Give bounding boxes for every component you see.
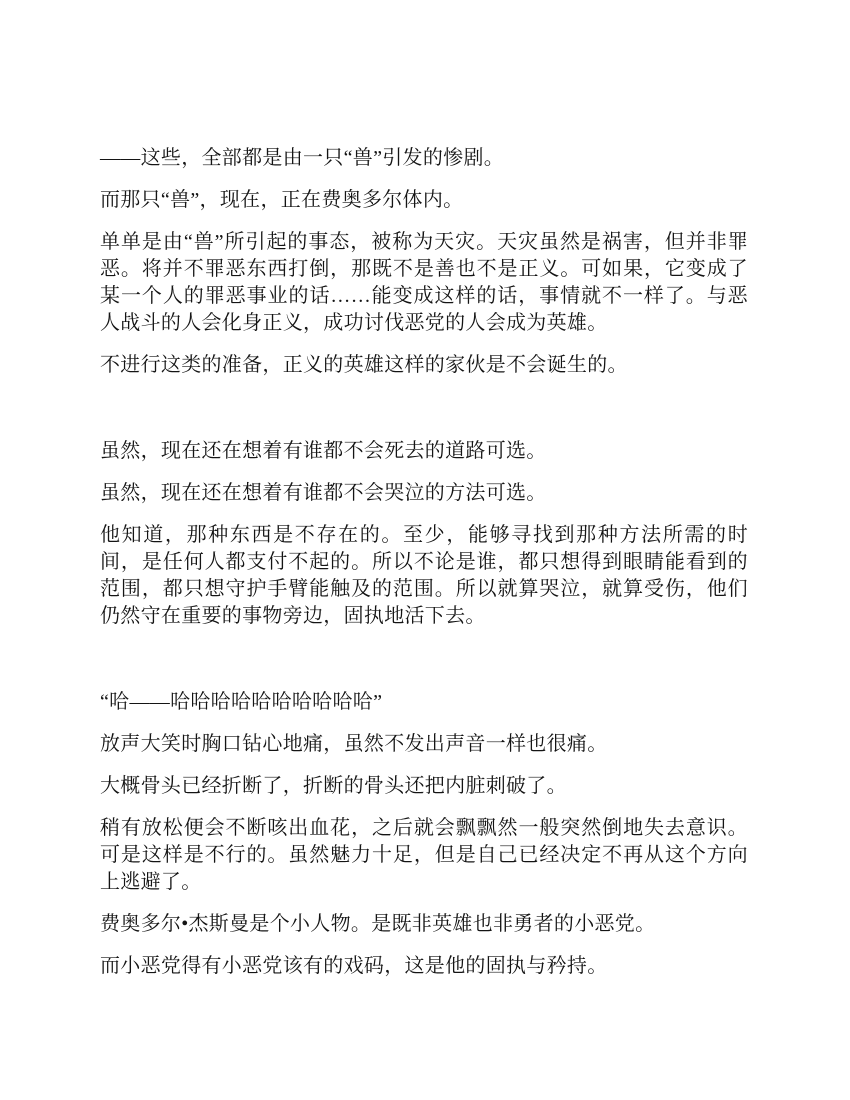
section-gap [100, 394, 748, 438]
paragraph: 单单是由“兽”所引起的事态，被称为天灾。天灾虽然是祸害，但并非罪恶。将并不罪恶东西打倒，那既不是善也不是正义。可如果，它变成了某一个人的罪恶事业的话……能变成这样的话，事情就不一样了。与恶人战斗的人会化身正义，成功讨伐恶党的人会成为英雄。 [100, 231, 748, 334]
text-column [100, 145, 748, 995]
section-gap [100, 645, 748, 689]
paragraph: 虽然，现在还在想着有谁都不会死去的道路可选。 [100, 440, 547, 462]
paragraph: 他知道，那种东西是不存在的。至少，能够寻找到那种方法所需的时间，是任何人都支付不起的。所以不论是谁，都只想得到眼睛能看到的范围，都只想守护手臂能触及的范围。所以就算哭泣，就算受伤，他们仍然守在重要的事物旁边，固执地活下去。 [100, 524, 748, 627]
paragraph: 虽然，现在还在想着有谁都不会哭泣的方法可选。 [100, 482, 547, 504]
paragraph: 稍有放松便会不断咳出血花，之后就会飘飘然一般突然倒地失去意识。可是这样是不行的。虽然魅力十足，但是自己已经决定不再从这个方向上逃避了。 [100, 817, 748, 893]
paragraph: ——这些，全部都是由一只“兽”引发的惨剧。 [100, 147, 505, 169]
paragraph: 而小恶党得有小恶党该有的戏码，这是他的固执与矜持。 [100, 955, 608, 977]
paragraph: 大概骨头已经折断了，折断的骨头还把内脏刺破了。 [100, 775, 567, 797]
paragraph: 不进行这类的准备，正义的英雄这样的家伙是不会诞生的。 [100, 354, 628, 376]
paragraph: 放声大笑时胸口钻心地痛，虽然不发出声音一样也很痛。 [100, 733, 608, 755]
paragraph: “哈——哈哈哈哈哈哈哈哈哈哈” [100, 691, 383, 713]
paragraph: 费奥多尔•杰斯曼是个小人物。是既非英雄也非勇者的小恶党。 [100, 913, 656, 935]
paragraph: 而那只“兽”，现在，正在费奥多尔体内。 [100, 189, 464, 211]
